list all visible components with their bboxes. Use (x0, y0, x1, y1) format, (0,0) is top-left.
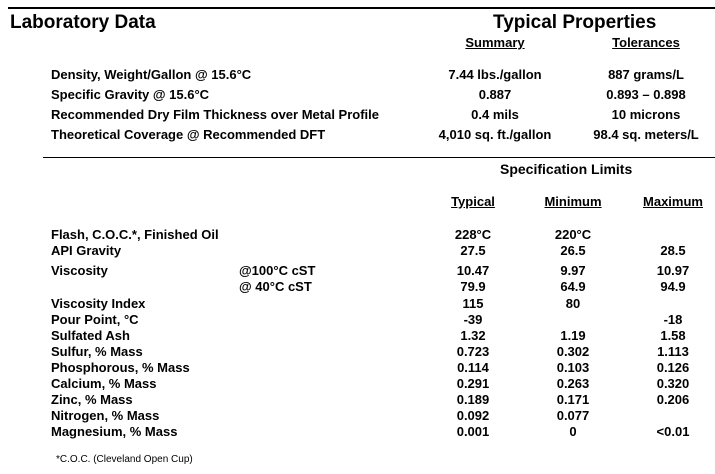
spec-maximum: <0.01 (656, 424, 690, 439)
spec-maximum: 1.113 (657, 344, 689, 359)
spec-typical: 228°C (454, 227, 492, 242)
property-tolerance: 98.4 sq. meters/L (593, 127, 699, 142)
spec-maximum: 10.97 (656, 263, 690, 278)
spec-label: API Gravity (51, 243, 122, 258)
spec-minimum: 64.9 (560, 279, 586, 294)
spec-label: Sulfated Ash (51, 328, 130, 343)
spec-label: Magnesium, % Mass (51, 424, 178, 439)
spec-minimum: 0.103 (556, 360, 590, 375)
spec-minimum: 220°C (554, 227, 592, 242)
spec-typical: 0.114 (457, 360, 489, 375)
column-header-summary: Summary (465, 35, 525, 50)
spec-typical: 1.32 (460, 328, 486, 343)
spec-minimum: 0.302 (556, 344, 590, 359)
spec-label: Phosphorous, % Mass (51, 360, 190, 375)
column-header-tolerances: Tolerances (612, 35, 680, 50)
spec-label: Pour Point, °C (51, 312, 139, 327)
page-title: Laboratory Data (10, 12, 156, 33)
column-header-minimum: Minimum (544, 194, 602, 209)
spec-minimum: 9.97 (560, 263, 586, 278)
property-summary: 4,010 sq. ft./gallon (438, 127, 552, 142)
property-label: Density, Weight/Gallon @ 15.6°C (51, 67, 252, 82)
spec-minimum: 0.077 (556, 408, 590, 423)
spec-typical: 0.092 (456, 408, 490, 423)
property-tolerance: 887 grams/L (608, 67, 684, 82)
spec-typical: 79.9 (460, 279, 486, 294)
property-summary: 0.4 mils (471, 107, 519, 122)
spec-typical: -39 (463, 312, 483, 327)
spec-typical: 0.291 (456, 376, 490, 391)
spec-label: Viscosity (51, 263, 108, 278)
property-summary: 7.44 lbs./gallon (448, 67, 542, 82)
spec-label: Zinc, % Mass (51, 392, 133, 407)
spec-label: Nitrogen, % Mass (51, 408, 160, 423)
spec-maximum: 1.58 (660, 328, 686, 343)
spec-minimum: 26.5 (560, 243, 586, 258)
spec-maximum: 0.126 (656, 360, 690, 375)
footnote: *C.O.C. (Cleveland Open Cup) (56, 454, 193, 465)
column-header-typical: Typical (451, 194, 495, 209)
property-label: Recommended Dry Film Thickness over Metal Profile (51, 107, 379, 122)
spec-typical: 10.47 (456, 263, 490, 278)
spec-condition: @ 40°C cST (239, 279, 312, 294)
spec-label: Calcium, % Mass (51, 376, 157, 391)
spec-typical: 0.001 (456, 424, 490, 439)
spec-maximum: 28.5 (660, 243, 686, 258)
spec-maximum: 0.206 (656, 392, 690, 407)
property-tolerance: 10 microns (611, 107, 681, 122)
spec-minimum: 1.19 (560, 328, 586, 343)
spec-maximum: 0.320 (656, 376, 690, 391)
property-tolerance: 0.893 – 0.898 (606, 87, 686, 102)
spec-label: Viscosity Index (51, 296, 146, 311)
property-label: Specific Gravity @ 15.6°C (51, 87, 210, 102)
spec-typical: 27.5 (460, 243, 486, 258)
spec-typical: 115 (462, 296, 484, 311)
property-label: Theoretical Coverage @ Recommended DFT (51, 127, 326, 142)
spec-typical: 0.723 (456, 344, 490, 359)
spec-maximum: 94.9 (660, 279, 686, 294)
top-rule (8, 7, 715, 9)
spec-condition: @100°C cST (239, 263, 316, 278)
spec-minimum: 0.263 (556, 376, 590, 391)
spec-minimum: 80 (565, 296, 581, 311)
property-summary: 0.887 (478, 87, 512, 102)
section-divider (43, 157, 715, 158)
column-header-maximum: Maximum (643, 194, 703, 209)
section-title-typical-properties: Typical Properties (493, 12, 657, 33)
specification-limits-title: Specification Limits (500, 161, 633, 177)
spec-maximum: -18 (663, 312, 683, 327)
spec-label: Sulfur, % Mass (51, 344, 143, 359)
spec-typical: 0.189 (456, 392, 490, 407)
spec-label: Flash, C.O.C.*, Finished Oil (51, 227, 219, 242)
spec-minimum: 0 (569, 424, 577, 439)
spec-minimum: 0.171 (556, 392, 590, 407)
